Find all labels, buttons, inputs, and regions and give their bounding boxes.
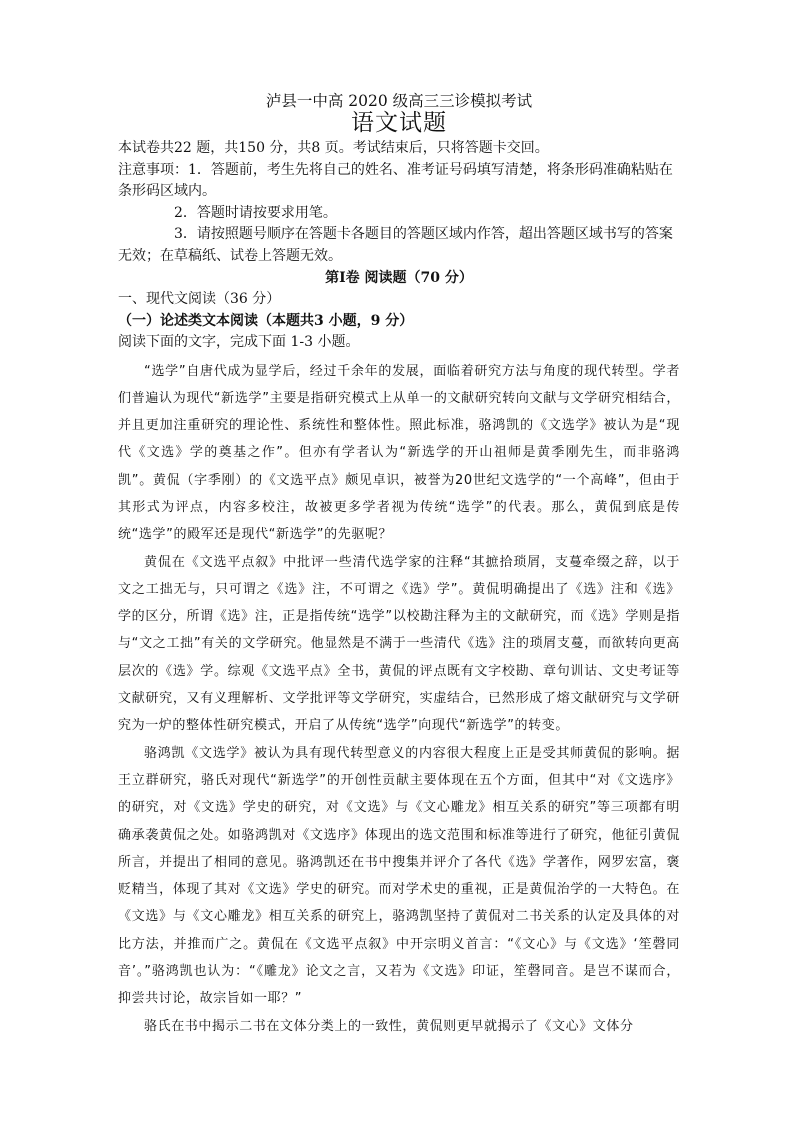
subsection-heading: （一）论述类文本阅读（本题共3 小题，9 分） [118,312,414,329]
passage-paragraph: “选学”自唐代成为显学后，经过千余年的发展，面临着研究方法与角度的现代转型。学者们普遍认为现代“新选学”主要是指研究模式上从单一的文献研究转向文献与文学研究相结合，并且更加注重研究的理论性、系统性和整体性。照此标准，骆鸿凯的《文选学》被认为是“现代《文选》学的奠基之作”。但亦有学者认为“新选学的开山祖师是黄季刚先生，而非骆鸿凯”。黄侃（字季刚）的《文选平点》颇见卓识，被誉为20世纪文选学的“一个高峰”，但由于其形式为评点，内容多校注，故被更多学者视为传统“选学”的代表。那么，黄侃到底是传统“选学”的殿军还是现代“新选学”的先驱呢？ [118,363,680,543]
passage-paragraph: 黄侃在《文选平点叙》中批评一些清代选学家的注释“其摭拾琐屑，支蔓牵缀之辞，以于文之工拙无与，只可谓之《选》注，不可谓之《选》学”。黄侃明确提出了《选》注和《选》学的区分，所谓《选》注，正是指传统“选学”以校勘注释为主的文献研究，而《选》学则是指与“文之工拙”有关的文学研究。他显然是不满于一些清代《选》注的琐屑支蔓，而欲转向更高层次的《选》学。综观《文选平点》全书，黄侃的评点既有文字校勘、章句训诂、文史考证等文献研究，又有义理解析、文学批评等文学研究，实虚结合，已然形成了熔文献研究与文学研究为一炉的整体性研究模式，开启了从传统“选学”向现代“新选学”的转变。 [118,554,680,734]
reading-prompt: 阅读下面的文字，完成下面 1-3 小题。 [118,334,360,350]
exam-page [118,92,680,1040]
note-3: 3．请按照题号顺序在答题卡各题目的答题区域内作答，超出答题区域书写的答案无效；在草稿纸、试卷上答题无效。 [118,226,673,264]
exam-intro: 本试卷共22 题，共150 分，共8 页。考试结束后，只将答题卡交回。 [118,140,549,156]
section-heading: 一、现代文阅读（36 分） [118,291,281,307]
note-2: 2．答题时请按要求用笔。 [174,204,337,221]
passage-paragraph: 骆氏在书中揭示二书在文体分类上的一致性，黄侃则更早就揭示了《文心》文体分 [144,1018,634,1034]
subject-title: 语文试题 [351,110,447,136]
exam-title: 泸县一中高 2020 级高三三诊模拟考试 [265,92,533,110]
part-title: 第Ⅰ卷 阅读题（70 分） [325,270,473,286]
note-1: 注意事项：1．答题前，考生先将自己的姓名、准考证号码填写清楚，将条形码准确粘贴在条形码区域内。 [118,161,673,199]
passage-paragraph: 骆鸿凯《文选学》被认为具有现代转型意义的内容很大程度上正是受其师黄侃的影响。据王立群研究，骆氏对现代“新选学”的开创性贡献主要体现在五个方面，但其中“对《文选序》的研究，对《文选》学史的研究，对《文选》与《文心雕龙》相互关系的研究”等三项都有明确承袭黄侃之处。如骆鸿凯对《文选序》体现出的选文范围和标准等进行了研究，他征引黄侃所言，并提出了相同的意见。骆鸿凯还在书中搜集并评介了各代《选》学著作，网罗宏富，褒贬精当，体现了其对《文选》学史的研究。而对学术史的重视，正是黄侃治学的一大特色。在《文选》与《文心雕龙》相互关系的研究上，骆鸿凯坚持了黄侃对二书关系的认定及具体的对比方法，并推而广之。黄侃在《文选平点叙》中开宗明义首言：“《文心》与《文选》‘笙磬同音’。”骆鸿凯也认为：“《雕龙》论文之言，又若为《文选》印证，笙磬同音。是岂不谋而合，抑尝共讨论，故宗旨如一耶？” [118,745,680,1007]
